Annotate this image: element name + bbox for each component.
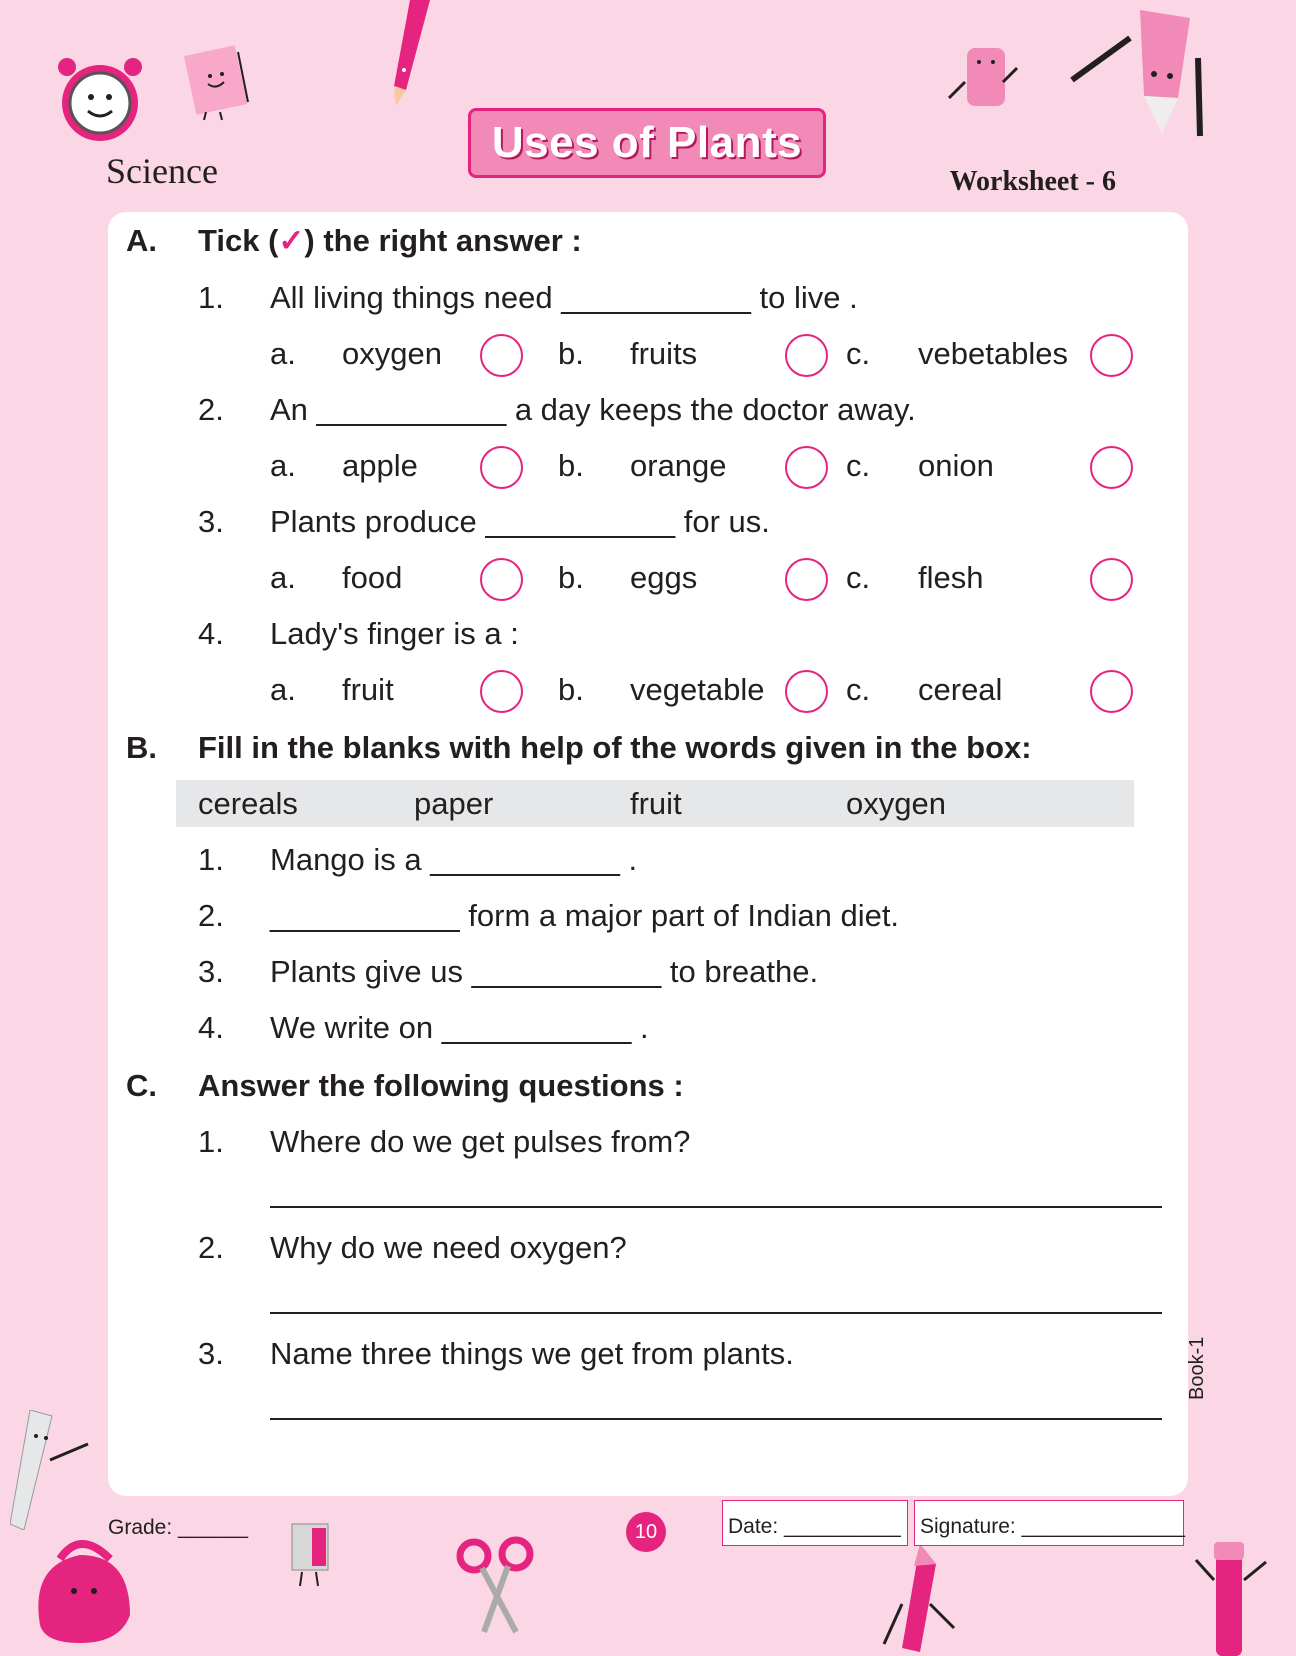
a-q1-number: 1. [198,280,224,315]
a-q4-opt-c-letter: c. [846,672,871,707]
section-b-heading: Fill in the blanks with help of the words given in the box: [198,730,1032,765]
a-q4-number: 4. [198,616,224,651]
a-q1-text [270,280,858,316]
c-q2-text: Why do we need oxygen? [270,1230,627,1265]
book-label: Book-1 [1186,1336,1208,1400]
a-q1-opt-a-text: oxygen [342,336,442,371]
c-q1-answer-line[interactable] [270,1206,1162,1208]
a-q2-post: a day keeps the doctor away. [514,392,916,427]
sharpener-icon [282,1520,342,1590]
section-c-letter: C. [126,1068,157,1103]
worksheet-number: Worksheet - 6 [949,166,1116,197]
alarm-clock-icon [55,45,145,150]
b-q2-blank: ___________ [270,898,460,933]
a-q3-opt-a-text: food [342,560,403,595]
pencil-icon [380,0,440,110]
b-q2-number: 2. [198,898,224,933]
a-q4-opt-b-letter: b. [558,672,584,707]
b-q2-text [270,898,899,934]
ruler-character-icon [10,1410,90,1530]
c-q1-text: Where do we get pulses from? [270,1124,691,1159]
section-a-heading [198,223,582,259]
eraser-icon [945,42,1025,122]
word-box-item: oxygen [846,786,946,821]
a-q1-opt-a-circle[interactable] [480,334,523,377]
c-q1-number: 1. [198,1124,224,1159]
tick-icon: ✓ [278,223,305,258]
b-q1-post: . [628,842,638,877]
a-q4-opt-a-text: fruit [342,672,394,707]
a-q4-opt-c-circle[interactable] [1090,670,1133,713]
c-q3-answer-line[interactable] [270,1418,1162,1420]
b-q1-pre: Mango is a [270,842,422,877]
notebook-icon [176,42,256,122]
a-q3-opt-c-text: flesh [918,560,984,595]
section-a-heading-post: ) the right answer : [304,223,582,258]
b-q4-blank: ___________ [441,1010,632,1045]
c-q2-answer-line[interactable] [270,1312,1162,1314]
scissors-icon [454,1536,534,1636]
a-q1-blank: ___________ [561,280,751,315]
word-box-item: paper [414,786,494,821]
a-q1-opt-b-letter: b. [558,336,584,371]
a-q1-opt-c-text: vebetables [918,336,1068,371]
a-q2-opt-c-circle[interactable] [1090,446,1133,489]
a-q1-post: to live . [759,280,858,315]
c-q3-number: 3. [198,1336,224,1371]
a-q3-pre: Plants produce [270,504,477,539]
a-q2-opt-b-text: orange [630,448,727,483]
a-q3-opt-c-letter: c. [846,560,871,595]
a-q2-blank: ___________ [316,392,507,427]
date-field[interactable]: Date: __________ [722,1500,908,1546]
b-q3-text [270,954,818,990]
a-q4-opt-c-text: cereal [918,672,1003,707]
b-q3-pre: Plants give us [270,954,463,989]
a-q1-pre: All living things need [270,280,553,315]
a-q4-opt-b-circle[interactable] [785,670,828,713]
a-q2-opt-b-circle[interactable] [785,446,828,489]
b-q4-post: . [640,1010,649,1045]
c-q3-text: Name three things we get from plants. [270,1336,794,1371]
a-q2-pre: An [270,392,308,427]
page-title: Uses of Plants [491,118,803,167]
b-q1-blank: ___________ [430,842,620,877]
school-bag-icon [20,1525,150,1645]
a-q2-text [270,392,916,428]
section-b-letter: B. [126,730,157,765]
a-q3-number: 3. [198,504,224,539]
a-q1-opt-c-circle[interactable] [1090,334,1133,377]
grade-field: Grade: ______ [108,1516,249,1539]
a-q2-opt-c-letter: c. [846,448,871,483]
b-q1-number: 1. [198,842,224,877]
a-q2-number: 2. [198,392,224,427]
b-q4-text [270,1010,649,1046]
a-q3-opt-a-letter: a. [270,560,296,595]
a-q2-opt-a-circle[interactable] [480,446,523,489]
word-box-item: cereals [198,786,298,821]
b-q4-pre: We write on [270,1010,434,1045]
section-a-heading-pre: Tick ( [198,223,279,258]
a-q1-opt-b-circle[interactable] [785,334,828,377]
title-banner [468,108,826,178]
subject-label: Science [106,151,218,191]
a-q4-text: Lady's finger is a : [270,616,519,651]
word-box-item: fruit [630,786,682,821]
pen-character-icon [1192,1540,1272,1656]
b-q4-number: 4. [198,1010,224,1045]
crayon-character-icon [880,1544,960,1654]
a-q2-opt-c-text: onion [918,448,994,483]
pencil-character-icon [1070,8,1210,138]
b-q1-text [270,842,637,878]
b-q2-post: form a major part of Indian diet. [468,898,900,933]
a-q3-opt-b-circle[interactable] [785,558,828,601]
a-q4-opt-a-letter: a. [270,672,296,707]
b-q3-number: 3. [198,954,224,989]
a-q4-opt-a-circle[interactable] [480,670,523,713]
a-q3-post: for us. [683,504,770,539]
a-q3-blank: ___________ [485,504,676,539]
b-q3-post: to breathe. [669,954,819,989]
a-q3-opt-b-text: eggs [630,560,698,595]
a-q3-opt-a-circle[interactable] [480,558,523,601]
b-q3-blank: ___________ [471,954,662,989]
a-q3-text [270,504,770,540]
a-q3-opt-b-letter: b. [558,560,584,595]
section-a-letter: A. [126,223,157,258]
a-q2-opt-b-letter: b. [558,448,584,483]
a-q2-opt-a-letter: a. [270,448,296,483]
a-q1-opt-b-text: fruits [630,336,698,371]
section-c-heading: Answer the following questions : [198,1068,684,1103]
c-q2-number: 2. [198,1230,224,1265]
a-q1-opt-a-letter: a. [270,336,296,371]
a-q1-opt-c-letter: c. [846,336,871,371]
page-number: 10 [626,1512,666,1552]
signature-field[interactable]: Signature: ______________ [914,1500,1184,1546]
a-q4-opt-b-text: vegetable [630,672,765,707]
a-q2-opt-a-text: apple [342,448,418,483]
a-q3-opt-c-circle[interactable] [1090,558,1133,601]
